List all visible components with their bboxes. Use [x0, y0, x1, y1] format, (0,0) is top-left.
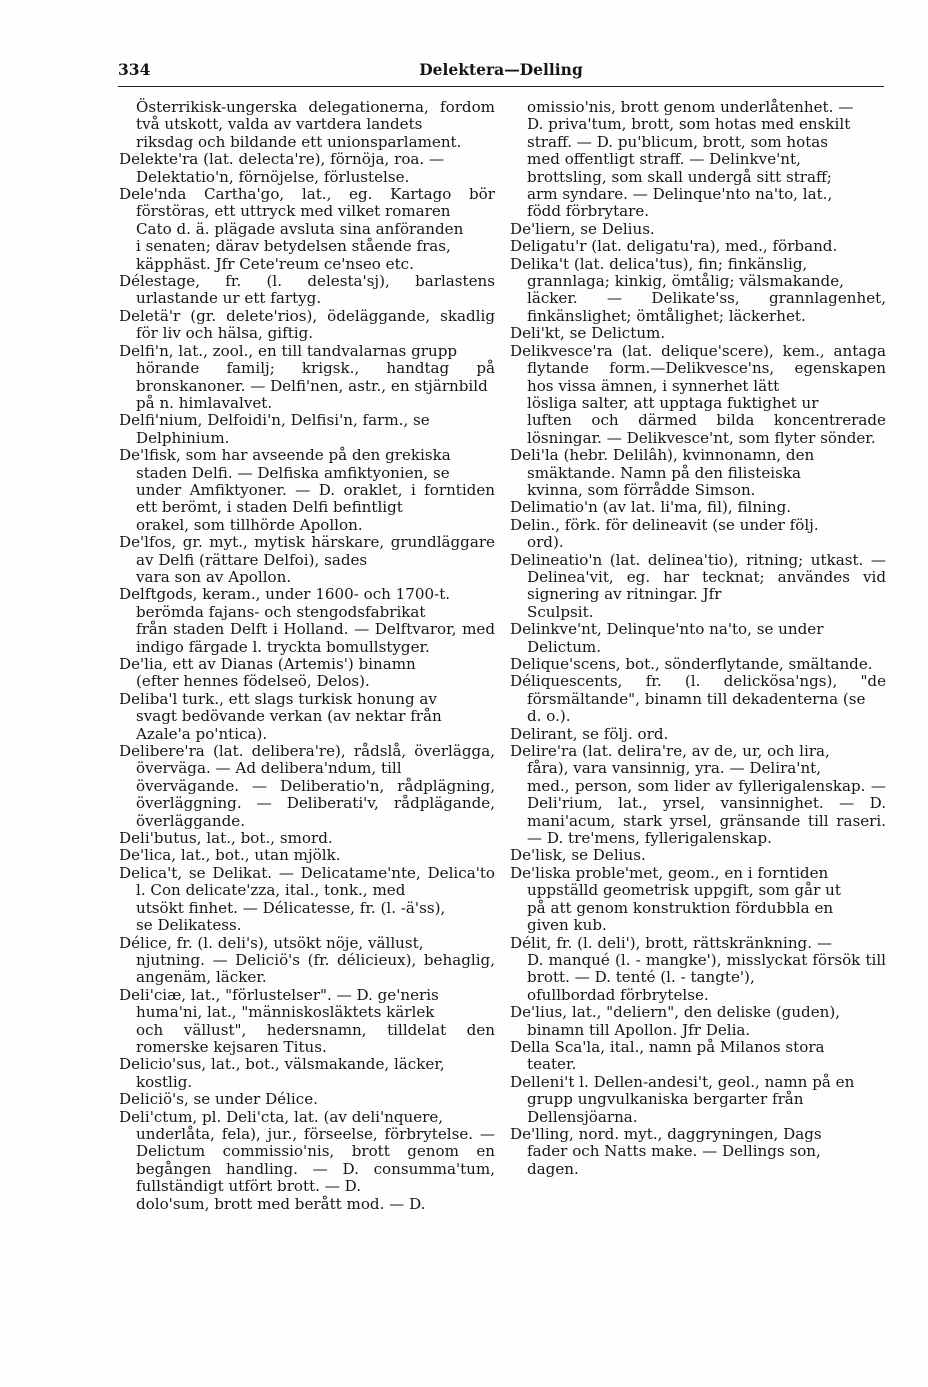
- dictionary-entry: De'lica, lat., bot., utan mjölk.: [119, 846, 341, 865]
- dictionary-entry: Delirant, se följ. ord.: [510, 724, 669, 743]
- dictionary-entry: Déliquescents, fr. (l. delickösa'ngs), "de försmältande", binamn till dekadenterna (se d. o.).: [510, 672, 886, 726]
- header-rule: [118, 86, 884, 87]
- dictionary-entry: Deli'la (hebr. Delilâh), kvinnonamn, den smäktande. Namn på den filisteiska kvinna, som förrådde Simson.: [510, 446, 815, 499]
- dictionary-entry: Delicio'sus, lat., bot., välsmakande, läcker, kostlig.: [119, 1055, 445, 1091]
- dictionary-entry: omissio'nis, brott genom underlåtenhet. — D. priva'tum, brott, som hotas med enskilt straff. — D. pu'blicum, brott, som hotas med offentligt straff. — Delinkve'nt, brottsling, som skall undergå sitt straff; arm syndare. — Delinque'nto na'to, lat., född förbrytare.: [527, 98, 854, 221]
- right-column: [510, 99, 886, 1178]
- dictionary-entry: Delekte'ra (lat. delecta're), förnöja, roa. — Delektatio'n, förnöjelse, förlustelse.: [119, 150, 445, 186]
- dictionary-entry: Delika't (lat. delica'tus), fin; finkänslig, grannlaga; kinkig, ömtålig; välsmakande, läcker. — Delikate'ss, grannlagenhet, finkänslighet; ömtålighet; läckerhet.: [510, 254, 886, 325]
- dictionary-entry: Delibere'ra (lat. delibera're), rådslå, överlägga, överväga. — Ad delibera'ndum, till övervägande. — Deliberatio'n, rådplägning, överläggning. — Deliberati'v, rådplägande, överläggande.: [119, 742, 495, 830]
- dictionary-entry: Delire'ra (lat. delira're, av de, ur, och lira, fåra), vara vansinnig, yra. — Delira'nt, med., person, som lider av fyllerigalenskap. — Deli'rium, lat., yrsel, vansinnighet. — D. mani'acum, stark yrsel, gränsande till raseri. — D. tre'mens, fyllerigalenskap.: [510, 742, 886, 848]
- page-number: 334: [118, 60, 151, 79]
- running-title: Delektera—Delling: [419, 60, 583, 79]
- left-column: [119, 99, 495, 1213]
- dictionary-entry: Delinkve'nt, Delinque'nto na'to, se under Delictum.: [510, 620, 824, 656]
- dictionary-entry: Deli'ctum, pl. Deli'cta, lat. (av deli'nquere, underlåta, fela), jur., förseelse, förbrytelse. — Delictum commissio'nis, brott genom en begången handling. — D. consumma'tum, fullständigt utfört brott. — D. dolo'sum, brott med berått mod. — D.: [119, 1107, 495, 1213]
- dictionary-entry: Deligatu'r (lat. deligatu'ra), med., förband.: [510, 237, 838, 256]
- dictionary-entry: Delimatio'n (av lat. li'ma, fil), filning.: [510, 498, 792, 517]
- dictionary-entry: Délit, fr. (l. deli'), brott, rättskränkning. — D. manqué (l. - mangke'), misslyckat försök till brott. — D. tenté (l. - tangte'), ofullbordad förbrytelse.: [510, 933, 886, 1004]
- dictionary-entry: De'lius, lat., "deliern", den deliske (guden), binamn till Apollon. Jfr Delia.: [510, 1003, 841, 1039]
- dictionary-entry: Deli'ciæ, lat., "förlustelser". — D. ge'neris huma'ni, lat., "människosläktets kärlek och vällust", hedersnamn, tilldelat den romerske kejsaren Titus.: [119, 985, 495, 1056]
- dictionary-entry: Delica't, se Delikat. — Delicatame'nte, Delica'to l. Con delicate'zza, ital., tonk., med utsökt finhet. — Délicatesse, fr. (l. -ä'ss), se Delikatess.: [119, 863, 495, 935]
- dictionary-entry: De'lling, nord. myt., daggryningen, Dags fader och Natts make. — Dellings son, dagen.: [510, 1124, 822, 1178]
- dictionary-entry: Delineatio'n (lat. delinea'tio), ritning; utkast. — Delinea'vit, eg. har tecknat; användes vid signering av ritningar. Jfr Sculpsit.: [510, 550, 886, 621]
- dictionary-entry: Delfi'nium, Delfoidi'n, Delfisi'n, farm., se Delphinium.: [119, 411, 430, 447]
- dictionary-entry: Délice, fr. (l. deli's), utsökt nöje, vällust, njutning. — Deliciö's (fr. délicieux), behaglig, angenäm, läcker.: [119, 933, 495, 987]
- dictionary-entry: Dele'nda Cartha'go, lat., eg. Kartago bör förstöras, ett uttryck med vilket romaren Cato d. ä. plägade avsluta sina anföranden i senaten; därav betydelsen stående fras, käpphäst. Jfr Cete'reum ce'nseo etc.: [119, 185, 495, 273]
- dictionary-entry: Österrikisk-ungerska delegationerna, fordom två utskott, valda av vartdera landets riksdag och bildande ett unionsparlament.: [136, 98, 495, 151]
- dictionary-entry: Deli'butus, lat., bot., smord.: [119, 829, 333, 848]
- dictionary-entry: Delftgods, keram., under 1600- och 1700-t. berömda fajans- och stengodsfabrikat från staden Delft i Holland. — Delftvaror, med indigo färgade l. tryckta bomullstyger.: [119, 585, 495, 656]
- dictionary-entry: Deliba'l turk., ett slags turkisk honung av svagt bedövande verkan (av nektar från Azale'a po'ntica).: [119, 689, 442, 743]
- dictionary-entry: Della Sca'la, ital., namn på Milanos stora teater.: [510, 1037, 825, 1074]
- dictionary-entry: Délestage, fr. (l. delesta'sj), barlastens urlastande ur ett fartyg.: [119, 272, 495, 308]
- dictionary-entry: Delfi'n, lat., zool., en till tandvalarnas grupp hörande familj; krigsk., handtag på bronskanoner. — Delfi'nen, astr., en stjärnbild på n. himlavalvet.: [119, 341, 495, 412]
- dictionary-entry: De'liern, se Delius.: [510, 219, 655, 238]
- dictionary-entry: De'lfisk, som har avseende på den grekiska staden Delfi. — Delfiska amfiktyonien, se under Amfiktyoner. — D. oraklet, i forntiden ett berömt, i staden Delfi befintligt orakel, som tillhörde Apollon.: [119, 446, 495, 534]
- dictionary-entry: Deli'kt, se Delictum.: [510, 324, 666, 343]
- dictionary-entry: De'lia, ett av Dianas (Artemis') binamn (efter hennes födelseö, Delos).: [119, 655, 416, 691]
- page-header: [118, 58, 884, 84]
- dictionary-entry: Delique'scens, bot., sönderflytande, smältande.: [510, 655, 873, 673]
- dictionary-entry: De'lfos, gr. myt., mytisk härskare, grundläggare av Delfi (rättare Delfoi), sades vara son av Apollon.: [119, 533, 495, 586]
- dictionary-entry: Deletä'r (gr. delete'rios), ödeläggande, skadlig för liv och hälsa, giftig.: [119, 306, 495, 343]
- dictionary-entry: Delin., förk. för delineavit (se under följ. ord).: [510, 515, 819, 552]
- dictionary-entry: Delleni't l. Dellen-andesi't, geol., namn på en grupp ungvulkaniska bergarter från Dellensjöarna.: [510, 1072, 855, 1126]
- dictionary-entry: De'liska proble'met, geom., en i forntiden uppställd geometrisk uppgift, som går ut på att genom konstruktion fördubbla en given kub.: [510, 863, 841, 935]
- dictionary-entry: Delikvesce'ra (lat. delique'scere), kem., antaga flytande form.—Delikvesce'ns, egenskapen hos vissa ämnen, i synnerhet lätt lösliga salter, att upptaga fuktighet ur luften och därmed bilda koncentrerade lösningar. — Delikvesce'nt, som flyter sönder.: [510, 341, 886, 447]
- dictionary-entry: De'lisk, se Delius.: [510, 846, 646, 865]
- dictionary-entry: Deliciö's, se under Délice.: [119, 1090, 318, 1109]
